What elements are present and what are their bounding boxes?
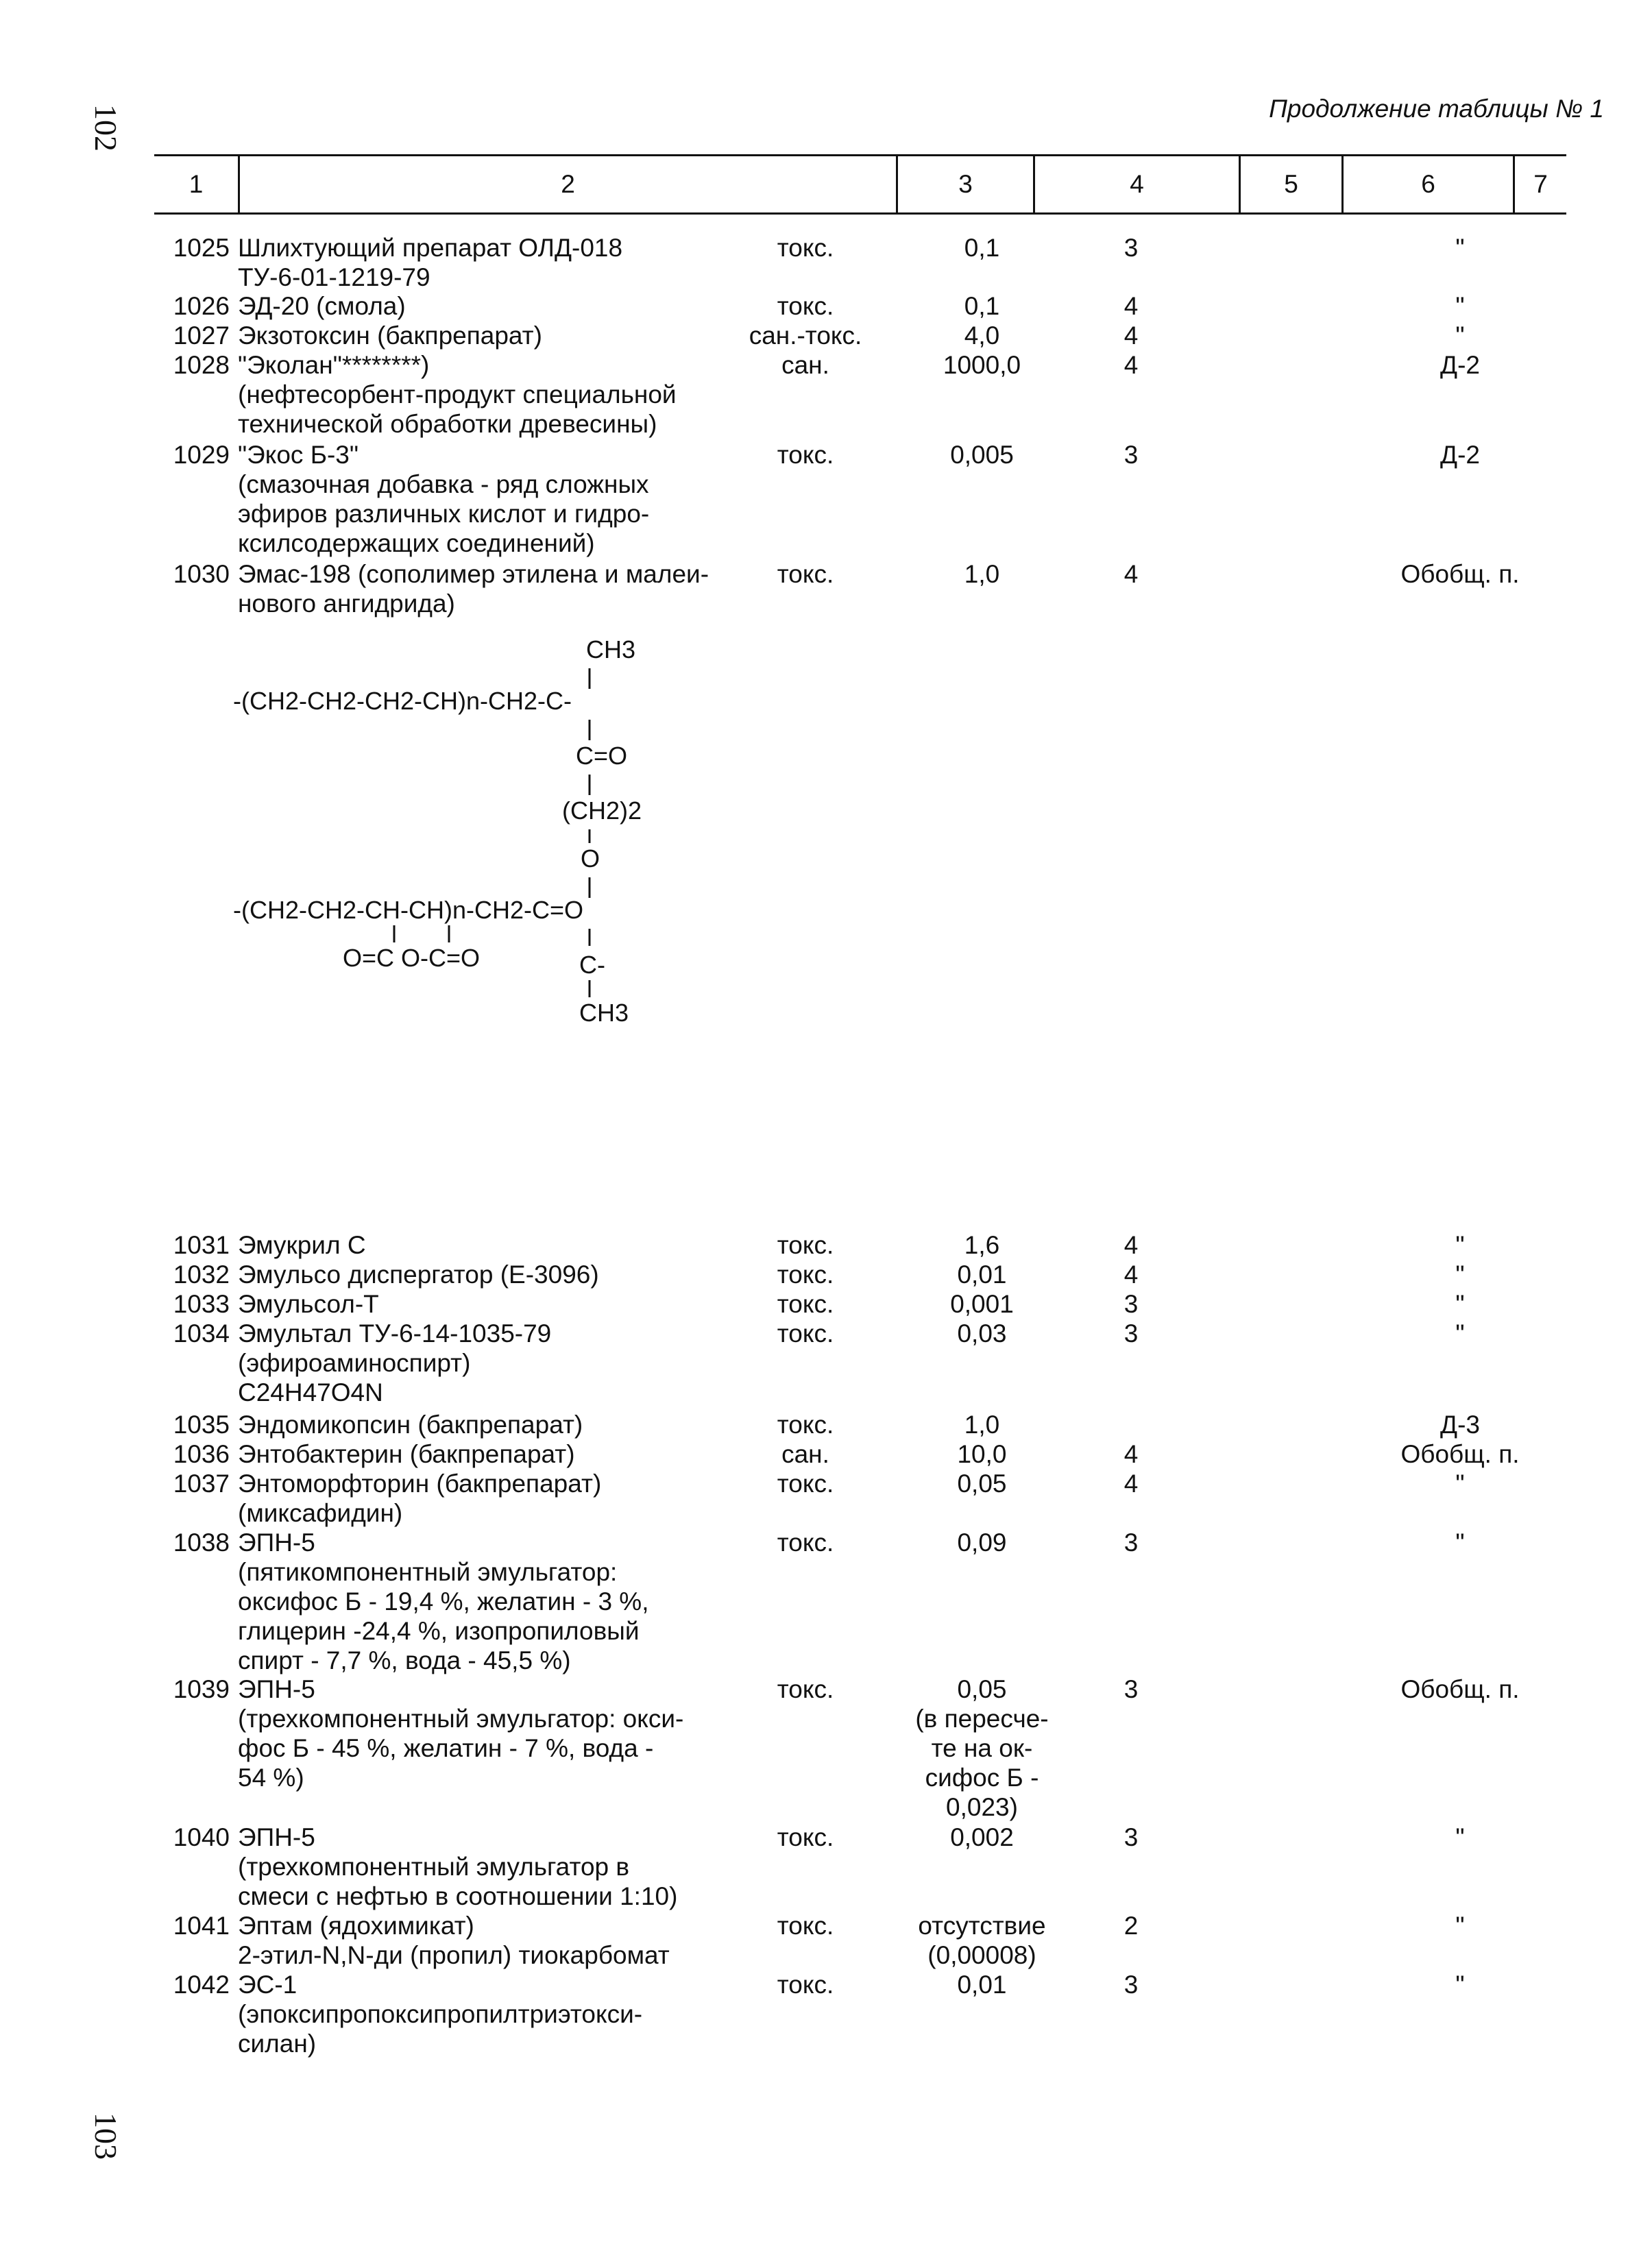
- chemical-formula: [219, 631, 713, 1028]
- reference-note: ": [1455, 1528, 1465, 1557]
- concentration-value: [881, 1230, 1083, 1260]
- concentration-value: [881, 1674, 1083, 1822]
- reference-note: ": [1455, 1470, 1465, 1498]
- substance-name-line: (трехкомпонентный эмульгатор: окси-: [238, 1705, 684, 1733]
- concentration-value-line: 10,0: [957, 1440, 1007, 1468]
- concentration-value: [881, 1439, 1083, 1469]
- reference-note: ": [1455, 1260, 1465, 1289]
- concentration-value: [881, 1528, 1083, 1557]
- concentration-value-line: 0,1: [964, 292, 1000, 320]
- substance-name: [238, 1823, 731, 1911]
- substance-name: [238, 1439, 731, 1469]
- substance-name: [238, 291, 731, 321]
- concentration-value: [881, 1823, 1083, 1852]
- substance-name: [238, 1970, 731, 2058]
- row-number: 1042: [173, 1971, 230, 1999]
- row-number: 1028: [173, 351, 230, 379]
- header-col-3: 3: [896, 156, 1033, 212]
- reference-note: Обобщ. п.: [1400, 1440, 1520, 1468]
- concentration-value-line: 0,01: [957, 1971, 1007, 1999]
- substance-name: [238, 1230, 731, 1260]
- reference-note: ": [1455, 234, 1465, 262]
- reference-note: ": [1455, 1319, 1465, 1348]
- concentration-value-line: сифос Б -: [925, 1764, 1039, 1792]
- hazard-class: 4: [1123, 292, 1139, 320]
- row-number: 1027: [173, 321, 230, 350]
- reference-note: ": [1455, 292, 1465, 320]
- concentration-value-line: 1,6: [964, 1231, 1000, 1259]
- substance-name-line: глицерин -24,4 %, изопропиловый: [238, 1617, 640, 1645]
- substance-name-line: ЭПН-5: [238, 1675, 315, 1703]
- row-number: 1029: [173, 441, 230, 469]
- hazard-indicator: токс.: [777, 1470, 834, 1498]
- substance-name-line: Эмультал ТУ-6-14-1035-79: [238, 1319, 552, 1348]
- hazard-indicator: токс.: [777, 1411, 834, 1439]
- substance-name-line: спирт - 7,7 %, вода - 45,5 %): [238, 1646, 571, 1674]
- substance-name-line: силан): [238, 2030, 317, 2058]
- hazard-indicator: сан.: [781, 351, 829, 379]
- substance-name: [238, 1674, 731, 1792]
- reference-note: Д-2: [1440, 351, 1480, 379]
- concentration-value-line: 0,023): [946, 1793, 1018, 1821]
- substance-name-line: "Эколан"********): [238, 351, 430, 379]
- concentration-value-line: 1,0: [964, 560, 1000, 588]
- row-number: 1037: [173, 1470, 230, 1498]
- substance-name: [238, 440, 731, 558]
- substance-name-line: Эмульсол-Т: [238, 1290, 379, 1318]
- table-continuation-label: Продолжение таблицы № 1: [1269, 95, 1604, 123]
- hazard-indicator: токс.: [777, 560, 834, 588]
- header-col-6: 6: [1341, 156, 1513, 212]
- header-col-2: 2: [238, 156, 896, 212]
- hazard-indicator: токс.: [777, 1823, 834, 1851]
- formula-ch2-2: (CH2)2: [562, 796, 642, 825]
- substance-name-line: ЭПН-5: [238, 1528, 315, 1557]
- hazard-indicator: сан.-токс.: [749, 321, 862, 350]
- row-number: 1033: [173, 1290, 230, 1318]
- concentration-value-line: 1000,0: [943, 351, 1021, 379]
- substance-name-line: ксилсодержащих соединений): [238, 529, 595, 557]
- reference-note: Обобщ. п.: [1400, 560, 1520, 588]
- formula-oxygen: O: [581, 844, 600, 873]
- substance-name-line: Шлихтующий препарат ОЛД-018: [238, 234, 623, 262]
- substance-name: [238, 1469, 731, 1528]
- substance-name-line: Эмас-198 (сополимер этилена и малеи-: [238, 560, 709, 588]
- concentration-value: [881, 233, 1083, 263]
- row-number: 1038: [173, 1528, 230, 1557]
- hazard-class: 2: [1123, 1912, 1139, 1940]
- hazard-indicator: токс.: [777, 1290, 834, 1318]
- substance-name-line: 2-этил-N,N-ди (пропил) тиокарбомат: [238, 1941, 670, 1969]
- concentration-value: [881, 291, 1083, 321]
- substance-name-line: ТУ-6-01-1219-79: [238, 263, 430, 291]
- concentration-value: [881, 1970, 1083, 1999]
- substance-name-line: "Экос Б-3": [238, 441, 359, 469]
- row-number: 1035: [173, 1411, 230, 1439]
- hazard-class: 3: [1123, 1319, 1139, 1348]
- substance-name-line: технической обработки древесины): [238, 410, 657, 438]
- substance-name: [238, 350, 731, 439]
- concentration-value: [881, 1469, 1083, 1498]
- concentration-value: [881, 321, 1083, 350]
- substance-name-line: фос Б - 45 %, желатин - 7 %, вода -: [238, 1734, 654, 1762]
- row-number: 1025: [173, 234, 230, 262]
- substance-name-line: 54 %): [238, 1764, 304, 1792]
- concentration-value-line: (в пересче-: [915, 1705, 1049, 1733]
- row-number: 1026: [173, 292, 230, 320]
- concentration-value: [881, 350, 1083, 380]
- concentration-value-line: 4,0: [964, 321, 1000, 350]
- formula-co: C=O: [576, 742, 628, 770]
- hazard-indicator: токс.: [777, 1912, 834, 1940]
- reference-note: ": [1455, 1231, 1465, 1259]
- concentration-value-line: 0,05: [957, 1675, 1007, 1703]
- substance-name: [238, 1319, 731, 1407]
- hazard-class: 3: [1123, 1823, 1139, 1851]
- substance-name-line: (смазочная добавка - ряд сложных: [238, 470, 649, 498]
- formula-ch3-bottom: CH3: [579, 999, 629, 1027]
- hazard-class: 4: [1123, 351, 1139, 379]
- concentration-value: [881, 559, 1083, 589]
- concentration-value: [881, 1289, 1083, 1319]
- substance-name: [238, 1260, 731, 1289]
- substance-name: [238, 1528, 731, 1675]
- substance-name-line: C24H47O4N: [238, 1378, 383, 1406]
- concentration-value: [881, 1410, 1083, 1439]
- substance-name-line: Экзотоксин (бакпрепарат): [238, 321, 542, 350]
- substance-name: [238, 559, 731, 618]
- substance-name-line: оксифос Б - 19,4 %, желатин - 3 %,: [238, 1587, 649, 1616]
- concentration-value-line: (0,00008): [927, 1941, 1036, 1969]
- substance-name-line: Эмукрил С: [238, 1231, 366, 1259]
- concentration-value-line: 0,05: [957, 1470, 1007, 1498]
- hazard-class: 3: [1123, 1528, 1139, 1557]
- reference-note: ": [1455, 321, 1465, 350]
- reference-note: ": [1455, 1912, 1465, 1940]
- substance-name-line: (эфироаминоспирт): [238, 1349, 471, 1377]
- row-number: 1036: [173, 1440, 230, 1468]
- page-number-bottom: 103: [88, 2112, 123, 2160]
- substance-name-line: Эптам (ядохимикат): [238, 1912, 474, 1940]
- substance-name: [238, 233, 731, 292]
- hazard-indicator: токс.: [777, 1319, 834, 1348]
- hazard-class: 4: [1123, 1470, 1139, 1498]
- row-number: 1032: [173, 1260, 230, 1289]
- substance-name-line: ЭС-1: [238, 1971, 297, 1999]
- concentration-value-line: 0,1: [964, 234, 1000, 262]
- hazard-indicator: токс.: [777, 441, 834, 469]
- reference-note: Д-2: [1440, 441, 1480, 469]
- concentration-value: [881, 1260, 1083, 1289]
- concentration-value-line: 0,01: [957, 1260, 1007, 1289]
- formula-line-2: -(CH2-CH2-CH-CH)n-CH2-C=O: [233, 896, 583, 924]
- row-number: 1039: [173, 1675, 230, 1703]
- reference-note: Обобщ. п.: [1400, 1675, 1520, 1703]
- concentration-value-line: 0,03: [957, 1319, 1007, 1348]
- formula-anhydride: O=C O-C=O: [343, 944, 481, 972]
- substance-name-line: ЭД-20 (смола): [238, 292, 406, 320]
- formula-svg: [219, 631, 713, 1028]
- concentration-value: [881, 440, 1083, 470]
- reference-note: ": [1455, 1290, 1465, 1318]
- substance-name-line: (миксафидин): [238, 1499, 403, 1527]
- formula-c-dash: C-: [579, 951, 605, 979]
- hazard-indicator: токс.: [777, 1971, 834, 1999]
- hazard-indicator: токс.: [777, 234, 834, 262]
- page-number-top: 102: [88, 104, 123, 151]
- formula-line-1: -(CH2-CH2-CH2-CH)n-CH2-C-: [233, 687, 572, 715]
- row-number: 1041: [173, 1912, 230, 1940]
- substance-name-line: эфиров различных кислот и гидро-: [238, 500, 650, 528]
- substance-name-line: ЭПН-5: [238, 1823, 315, 1851]
- concentration-value-line: 0,002: [950, 1823, 1014, 1851]
- hazard-class: 4: [1123, 321, 1139, 350]
- hazard-indicator: сан.: [781, 1440, 829, 1468]
- hazard-class: 4: [1123, 1440, 1139, 1468]
- concentration-value-line: отсутствие: [918, 1912, 1046, 1940]
- substance-name-line: (трехкомпонентный эмульгатор в: [238, 1853, 630, 1881]
- hazard-indicator: токс.: [777, 1675, 834, 1703]
- concentration-value: [881, 1319, 1083, 1348]
- hazard-indicator: токс.: [777, 1528, 834, 1557]
- header-col-4: 4: [1033, 156, 1239, 212]
- concentration-value-line: 1,0: [964, 1411, 1000, 1439]
- row-number: 1040: [173, 1823, 230, 1851]
- row-number: 1030: [173, 560, 230, 588]
- hazard-class: 3: [1123, 1675, 1139, 1703]
- header-col-7: 7: [1513, 156, 1566, 212]
- substance-name-line: (пятикомпонентный эмульгатор:: [238, 1558, 618, 1586]
- reference-note: ": [1455, 1823, 1465, 1851]
- concentration-value-line: те на ок-: [931, 1734, 1033, 1762]
- substance-name: [238, 1289, 731, 1319]
- table-header: [154, 154, 1566, 215]
- concentration-value-line: 0,005: [950, 441, 1014, 469]
- concentration-value-line: 0,09: [957, 1528, 1007, 1557]
- substance-name: [238, 1911, 731, 1970]
- substance-name-line: (нефтесорбент-продукт специальной: [238, 380, 677, 409]
- hazard-indicator: токс.: [777, 1231, 834, 1259]
- substance-name-line: Энтобактерин (бакпрепарат): [238, 1440, 575, 1468]
- row-number: 1031: [173, 1231, 230, 1259]
- hazard-class: 3: [1123, 441, 1139, 469]
- formula-ch3-top: CH3: [586, 635, 636, 663]
- hazard-class: 4: [1123, 1231, 1139, 1259]
- hazard-indicator: токс.: [777, 1260, 834, 1289]
- substance-name-line: Эндомикопсин (бакпрепарат): [238, 1411, 583, 1439]
- header-col-5: 5: [1239, 156, 1341, 212]
- substance-name: [238, 1410, 731, 1439]
- substance-name-line: смеси с нефтью в соотношении 1:10): [238, 1882, 678, 1910]
- header-col-1: 1: [189, 170, 204, 198]
- hazard-class: 3: [1123, 1971, 1139, 1999]
- hazard-class: 3: [1123, 1290, 1139, 1318]
- concentration-value: [881, 1911, 1083, 1970]
- hazard-indicator: токс.: [777, 292, 834, 320]
- row-number: 1034: [173, 1319, 230, 1348]
- reference-note: Д-3: [1440, 1411, 1480, 1439]
- substance-name: [238, 321, 731, 350]
- substance-name-line: нового ангидрида): [238, 589, 455, 618]
- concentration-value-line: 0,001: [950, 1290, 1014, 1318]
- substance-name-line: Энтоморфторин (бакпрепарат): [238, 1470, 602, 1498]
- substance-name-line: (эпоксипропоксипропилтриэтокси-: [238, 2000, 643, 2028]
- reference-note: ": [1455, 1971, 1465, 1999]
- hazard-class: 4: [1123, 1260, 1139, 1289]
- hazard-class: 4: [1123, 560, 1139, 588]
- hazard-class: 3: [1123, 234, 1139, 262]
- substance-name-line: Эмульсо диспергатор (Е-3096): [238, 1260, 599, 1289]
